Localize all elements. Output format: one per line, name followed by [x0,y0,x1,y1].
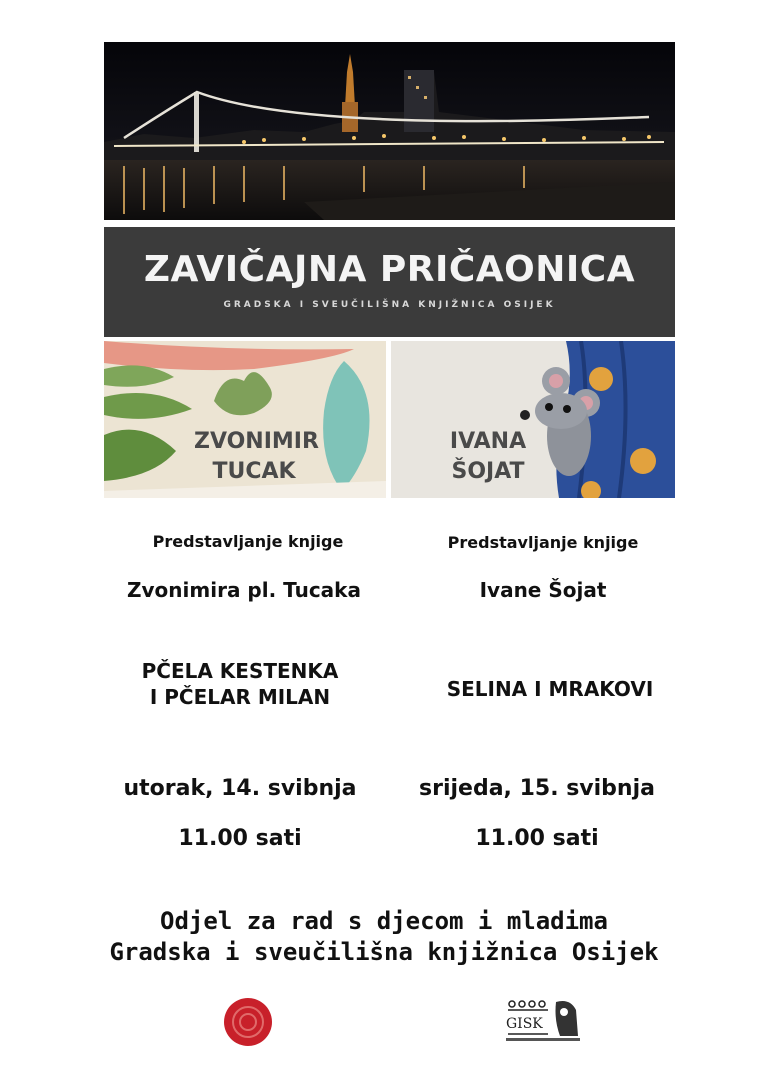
event-left-intro: Predstavljanje knjige [152,532,344,551]
event-left-title [90,658,390,710]
gisk-logo-text: GISK [506,1016,543,1032]
banner-subtitle: GRADSKA I SVEUČILIŠNA KNJIŽNICA OSIJEK [223,300,556,310]
cover-right-author [443,427,533,487]
cover-right-line2: ŠOJAT [451,459,525,484]
cover-left-line1: ZVONIMIR [194,429,319,454]
book-cover-left [104,341,386,498]
event-left-title-line2: I PČELAR MILAN [149,685,331,709]
event-right-time: 11.00 sati [475,826,599,851]
book-cover-right [391,341,675,498]
wax-seal-icon [222,996,274,1048]
event-left-title-line1: PČELA KESTENKA [141,659,339,683]
event-left-author: Zvonimira pl. Tucaka [127,578,361,602]
event-right-date: srijeda, 15. svibnja [419,776,655,801]
event-left-time: 11.00 sati [178,826,302,851]
event-right-intro: Predstavljanje knjige [447,533,639,552]
cover-left-author [194,427,319,487]
title-banner [104,227,675,337]
cover-left-line2: TUCAK [212,459,296,484]
footer-line2: Gradska i sveučilišna knjižnica Osijek [109,938,659,966]
footer-organizer [0,906,768,968]
banner-title: ZAVIČAJNA PRIČAONICA [143,249,636,290]
event-left-date: utorak, 14. svibnja [123,776,357,801]
event-right-title: SELINA I MRAKOVI [446,677,654,701]
gisk-logo [504,996,584,1044]
mouse-illustration [391,341,675,498]
footer-line1: Odjel za rad s djecom i mladima [160,907,608,935]
header-photo [104,42,675,220]
cover-right-line1: IVANA [449,429,527,454]
event-right-author: Ivane Šojat [479,578,607,602]
night-bridge-image [104,42,675,220]
